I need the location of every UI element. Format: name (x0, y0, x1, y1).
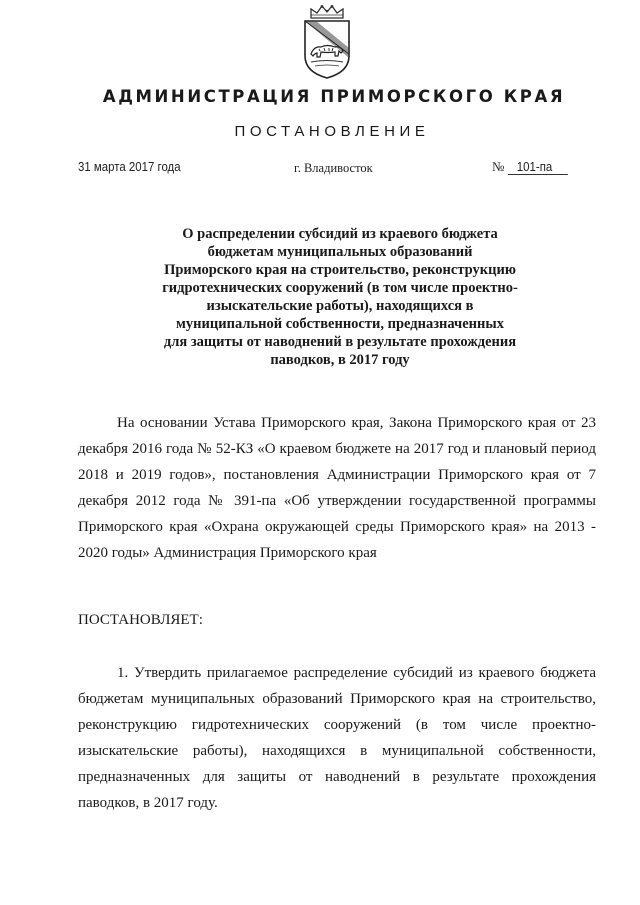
document-city: г. Владивосток (294, 161, 373, 175)
decree-heading: ПОСТАНОВЛЯЕТ: (78, 612, 203, 628)
document-number (492, 159, 576, 175)
organization-title: АДМИНИСТРАЦИЯ ПРИМОРСКОГО КРАЯ (102, 87, 566, 106)
document-date: 31 марта 2017 года (78, 159, 181, 174)
number-sign: № (492, 159, 505, 174)
number-value: 101-па (508, 159, 568, 175)
document-type: ПОСТАНОВЛЕНИЕ (234, 123, 430, 140)
item-1-paragraph: 1. Утвердить прилагаемое распределение субсидий из краевого бюджета бюджетам муниципальных образований Приморского края на строительство, реконструкцию гидротехнических сооружений (в том числе проектно-изыскательские работы), находящихся в муниципальной собственности, предназначенных для защиты от наводнений в результате прохождения паводков, в 2017 году. (78, 665, 596, 811)
coat-of-arms-icon (297, 4, 357, 80)
basis-paragraph: На основании Устава Приморского края, Закона Приморского края от 23 декабря 2016 года № 52-КЗ «О краевом бюджете на 2017 год и плановый период 2018 и 2019 годов», постановления Администрации Приморского края от 7 декабря 2012 года № 391-па «Об утверждении государственной программы Приморского края «Охрана окружающей среды Приморского края» на 2013 - 2020 годы» Администрация Приморского края (78, 415, 596, 561)
document-subject: О распределении субсидий из краевого бюджета бюджетам муниципальных образований Приморского края на строительство, реконструкцию гидротехнических сооружений (в том числе проектно- изыскательские работы), находящихся в муниципальной собственности, предназначенных для защиты от наводнений в результате прохождения паводков, в 2017 году (162, 226, 518, 368)
